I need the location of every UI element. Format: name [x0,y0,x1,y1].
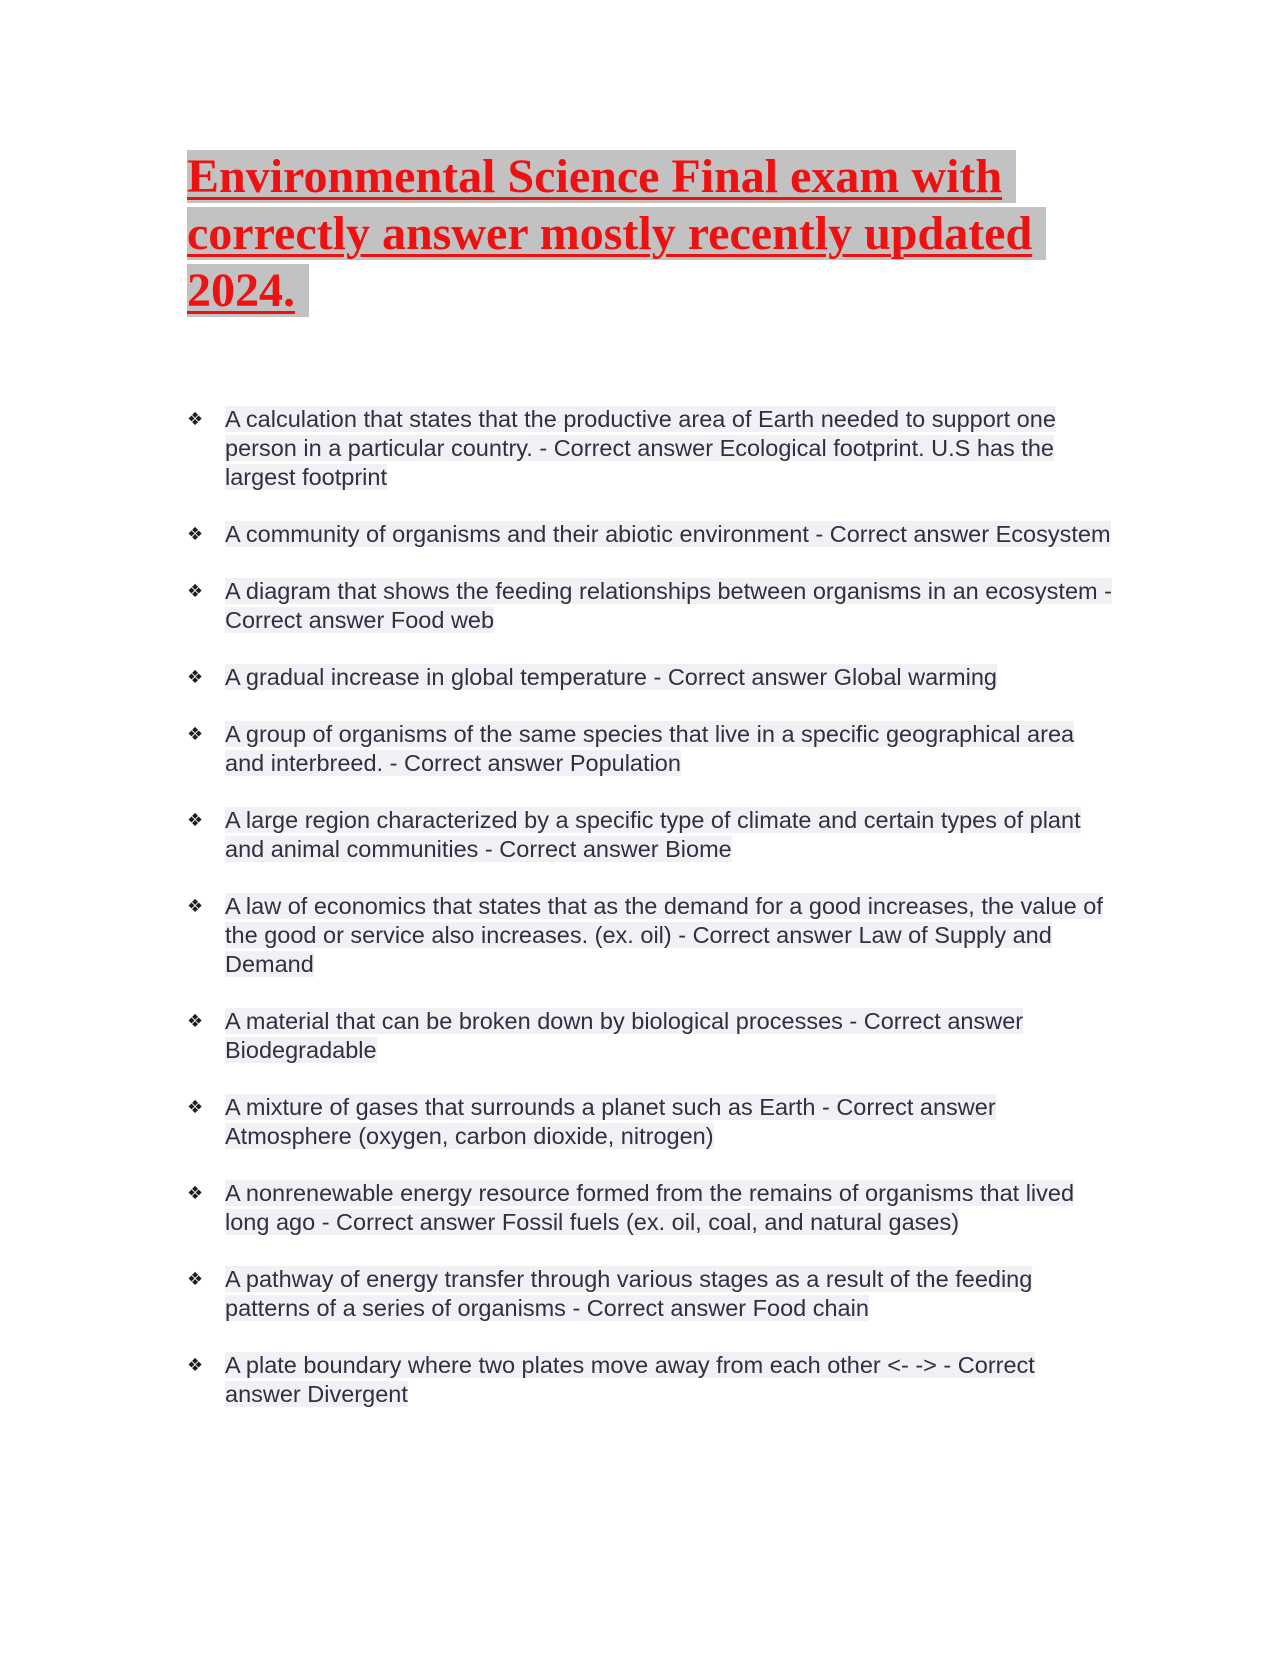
list-item [187,1007,1112,1065]
four-diamond-bullet-icon: ❖ [187,724,204,745]
list-item [187,1351,1112,1409]
list-item-text: A community of organisms and their abiotic environment - Correct answer Ecosystem [225,521,1111,547]
list-item-text: A group of organisms of the same species that live in a specific geographical area and interbreed. - Correct answer Population [225,721,1075,776]
list-item-text: A pathway of energy transfer through various stages as a result of the feeding patterns of a series of organisms - Correct answer Food chain [225,1266,1033,1321]
list-item-text: A diagram that shows the feeding relationships between organisms in an ecosystem - Correct answer Food web [225,578,1112,633]
four-diamond-bullet-icon: ❖ [187,581,204,602]
list-item [187,720,1112,778]
list-item [187,806,1112,864]
four-diamond-bullet-icon: ❖ [187,409,204,430]
four-diamond-bullet-icon: ❖ [187,896,204,917]
document-title-text: Environmental Science Final exam with correctly answer mostly recently updated 2024. [187,150,1046,317]
list-item [187,663,1112,692]
four-diamond-bullet-icon: ❖ [187,667,204,688]
list-item [187,1093,1112,1151]
list-item-text: A plate boundary where two plates move away from each other <- -> - Correct answer Divergent [225,1352,1035,1407]
list-item-text: A law of economics that states that as the demand for a good increases, the value of the good or service also increases. (ex. oil) - Correct answer Law of Supply and Demand [225,893,1103,977]
four-diamond-bullet-icon: ❖ [187,1355,204,1376]
list-item [187,520,1112,549]
four-diamond-bullet-icon: ❖ [187,524,204,545]
list-item [187,577,1112,635]
list-item [187,405,1112,492]
list-item [187,1265,1112,1323]
list-item-text: A material that can be broken down by biological processes - Correct answer Biodegradable [225,1008,1024,1063]
list-item [187,1179,1112,1237]
four-diamond-bullet-icon: ❖ [187,1097,204,1118]
question-answer-list [187,405,1112,1437]
list-item-text: A large region characterized by a specific type of climate and certain types of plant and animal communities - Correct answer Biome [225,807,1081,862]
four-diamond-bullet-icon: ❖ [187,1011,204,1032]
list-item-text: A calculation that states that the productive area of Earth needed to support one person in a particular country. - Correct answer Ecological footprint. U.S has the largest footprint [225,406,1056,490]
list-item-text: A nonrenewable energy resource formed from the remains of organisms that lived long ago - Correct answer Fossil fuels (ex. oil, coal, and natural gases) [225,1180,1075,1235]
four-diamond-bullet-icon: ❖ [187,1183,204,1204]
list-item-text: A gradual increase in global temperature - Correct answer Global warming [225,664,997,690]
list-item-text: A mixture of gases that surrounds a planet such as Earth - Correct answer Atmosphere (oxygen, carbon dioxide, nitrogen) [225,1094,996,1149]
document-title [187,148,1087,319]
four-diamond-bullet-icon: ❖ [187,1269,204,1290]
four-diamond-bullet-icon: ❖ [187,810,204,831]
list-item [187,892,1112,979]
